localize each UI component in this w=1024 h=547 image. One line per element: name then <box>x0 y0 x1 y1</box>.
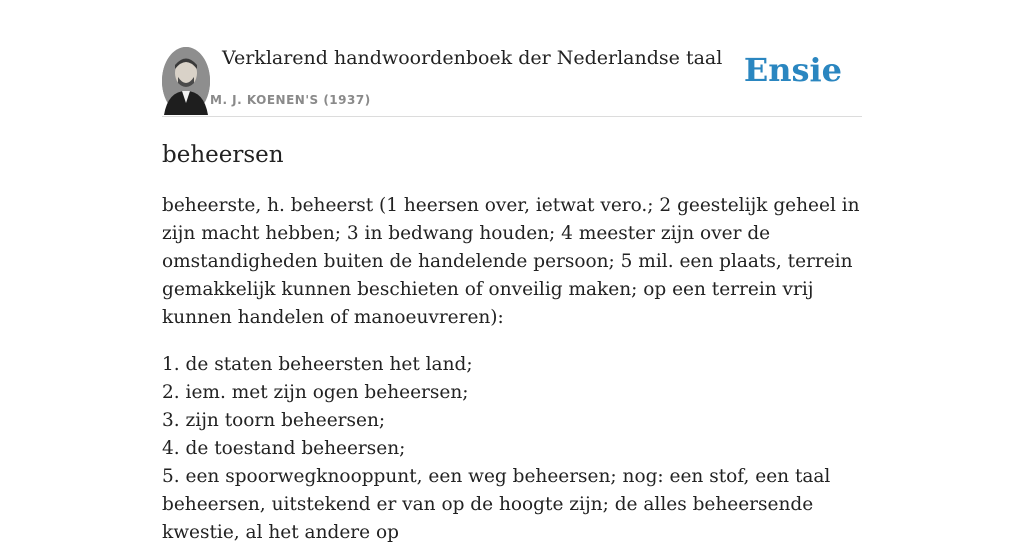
example-item: 3. zijn toorn beheersen; <box>162 410 386 431</box>
page-container <box>162 0 862 543</box>
author-portrait <box>162 47 210 115</box>
book-author: M. J. KOENEN'S (1937) <box>210 93 371 107</box>
example-item: 4. de toestand beheersen; <box>162 438 406 459</box>
example-item: 2. iem. met zijn ogen beheersen; <box>162 382 469 403</box>
example-item: 1. de staten beheersten het land; <box>162 354 473 375</box>
entry-definition: beheerste, h. beheerst (1 heersen over, ietwat vero.; 2 geestelijk geheel in zijn macht hebben; 3 in bedwang houden; 4 meester zijn over de omstandigheden buiten de handelende persoon; 5 mil. een plaats, terrein gemakkelijk kunnen beschieten of onveilig maken; op een terrein vrij kunnen handelen of manoeuvreren): <box>162 195 860 328</box>
book-title: Verklarend handwoordenboek der Nederlandse taal <box>222 47 723 69</box>
ensie-logo-link[interactable]: Ensie <box>743 51 842 89</box>
example-item: 5. een spoorwegknooppunt, een weg beheersen; nog: een stof, een taal beheersen, uitstekend er van op de hoogte zijn; de alles beheersende kwestie, al het andere op <box>162 466 831 543</box>
page-header <box>162 0 862 117</box>
entry-title: beheersen <box>162 142 284 168</box>
example-list <box>162 351 862 547</box>
portrait-image <box>162 47 210 115</box>
